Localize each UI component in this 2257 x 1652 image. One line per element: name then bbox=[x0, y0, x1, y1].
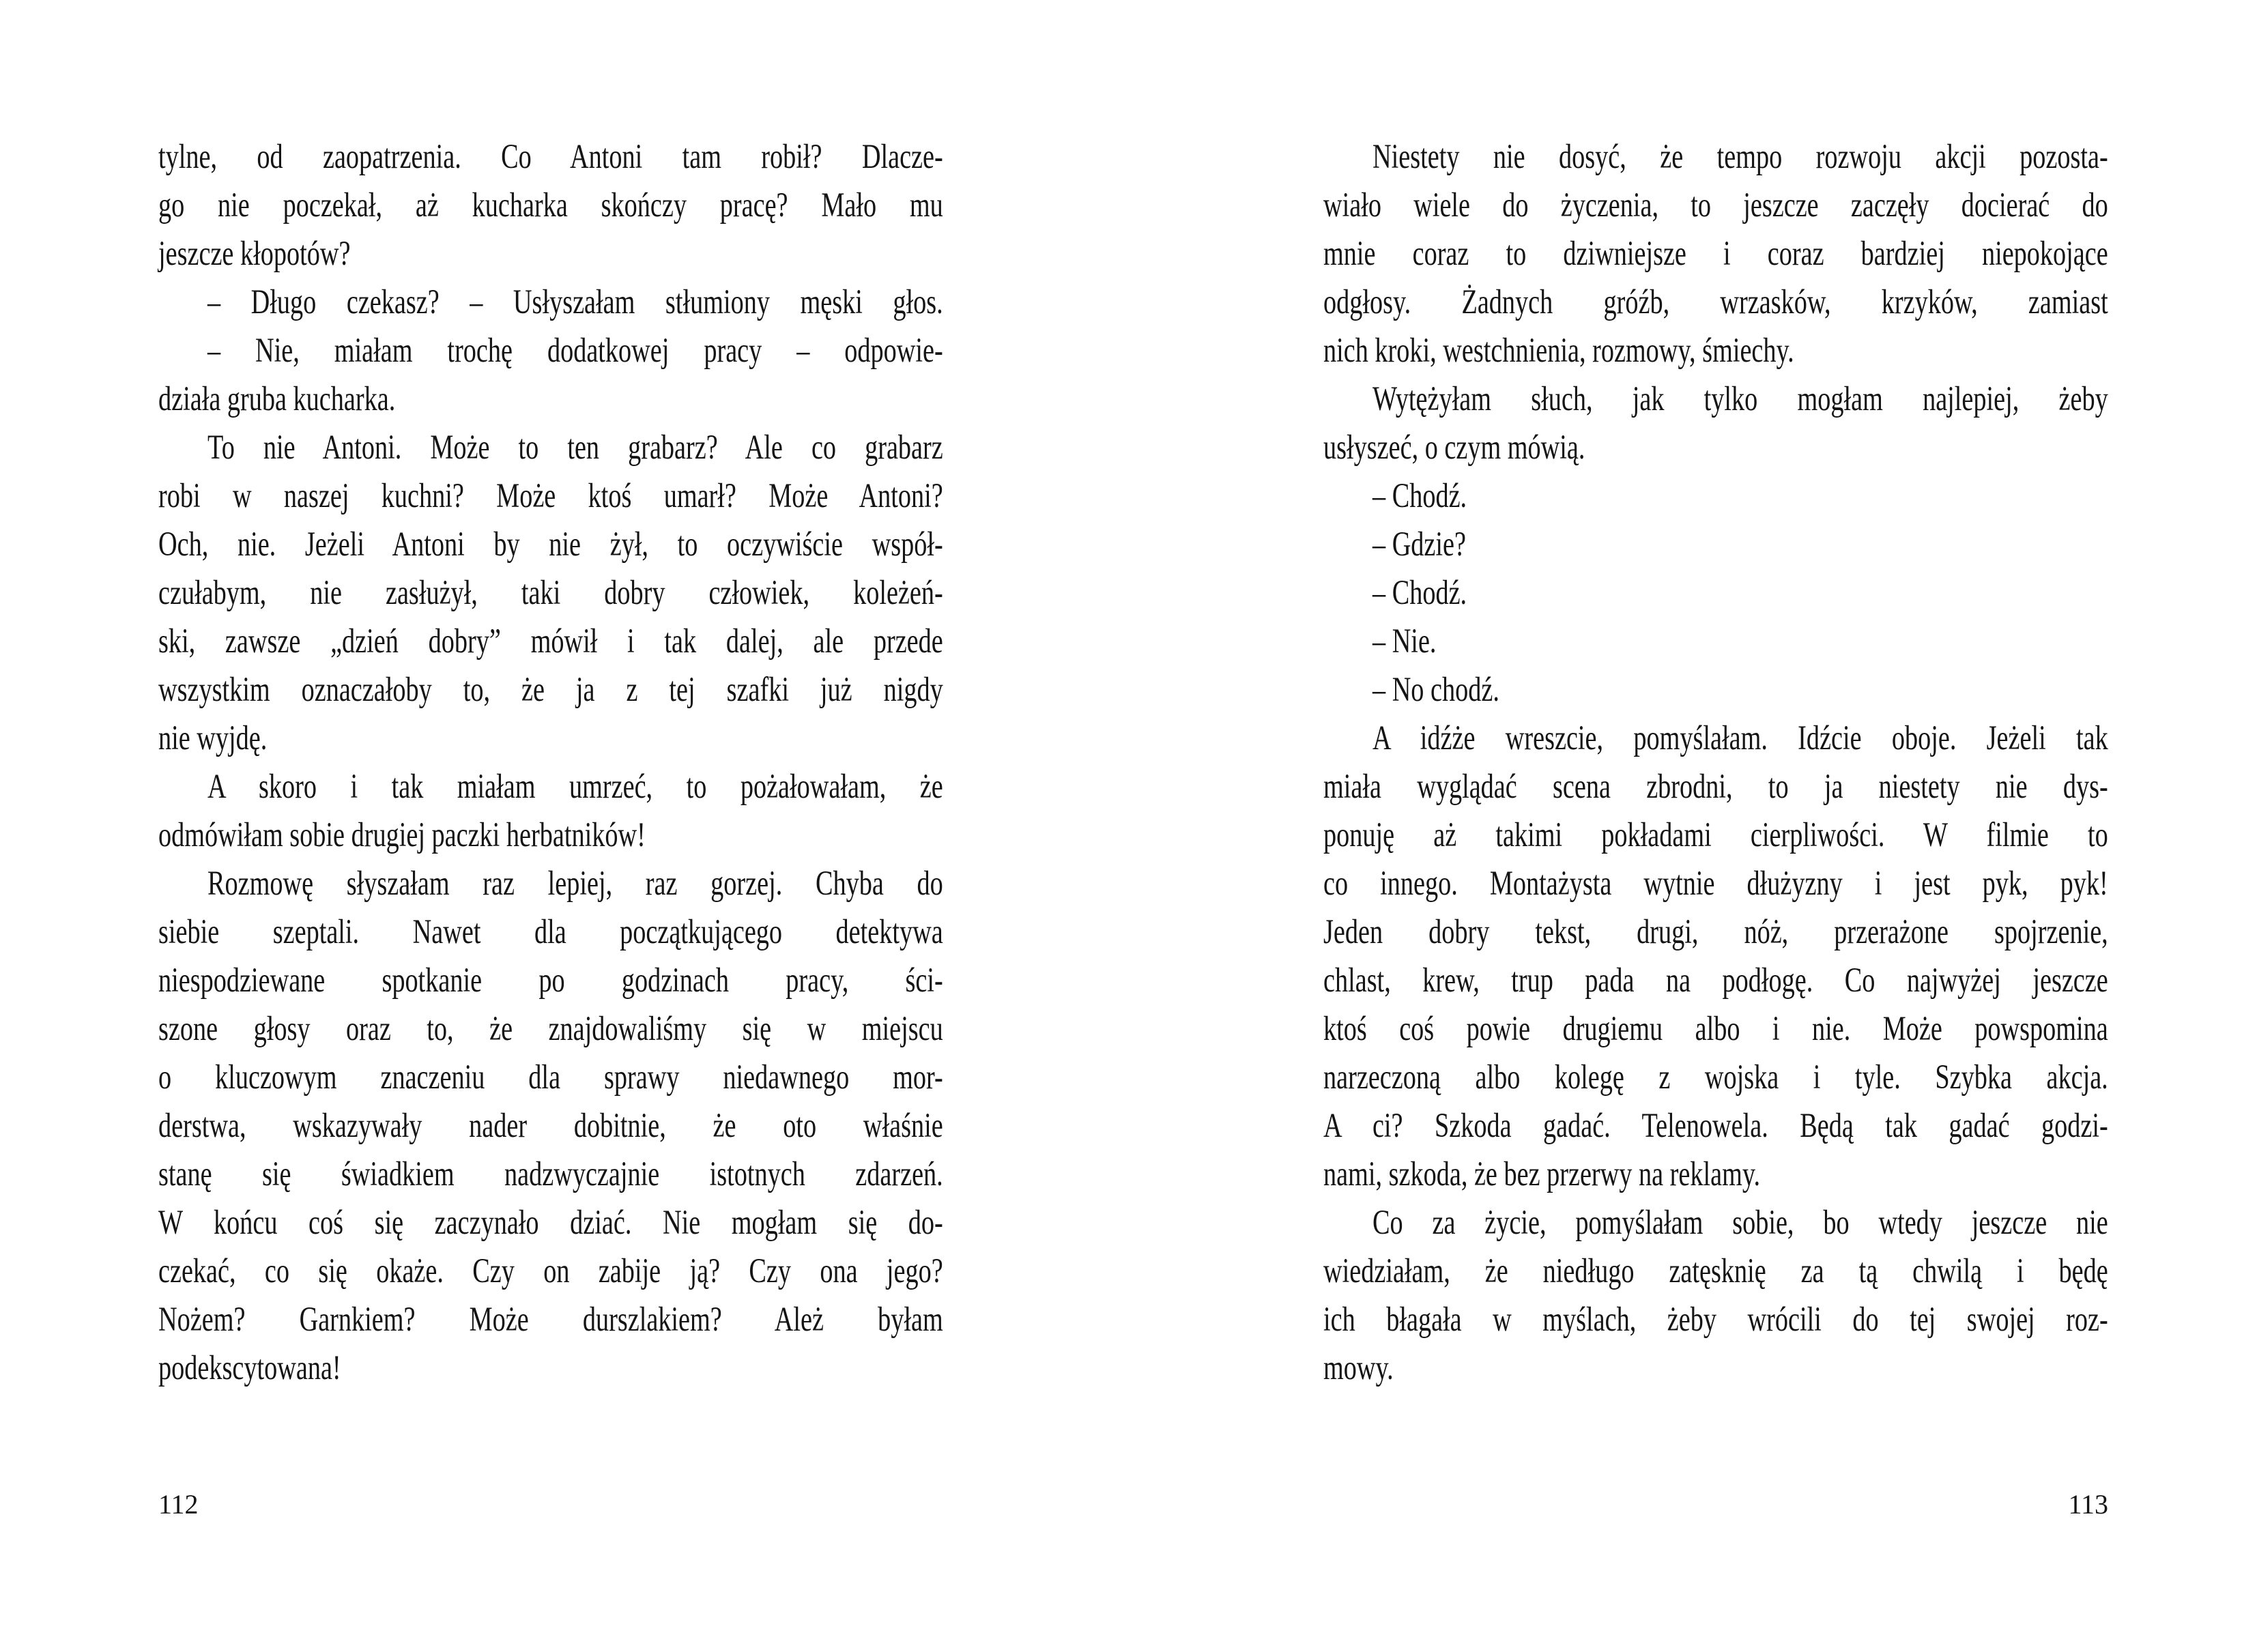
text-line: A idźże wreszcie, pomyślałam. Idźcie oboje. Jeżeli tak bbox=[1372, 719, 2108, 757]
text-line: odmówiłam sobie drugiej paczki herbatników! bbox=[158, 816, 646, 854]
text-line: Och, nie. Jeżeli Antoni by nie żył, to oczywiście współ- bbox=[158, 525, 943, 564]
text-line: miała wyglądać scena zbrodni, to ja niestety nie dys- bbox=[1323, 768, 2108, 806]
text-line: chlast, krew, trup pada na podłogę. Co najwyżej jeszcze bbox=[1323, 961, 2108, 1000]
text-line: usłyszeć, o czym mówią. bbox=[1323, 429, 1585, 467]
text-line: – Chodź. bbox=[1372, 574, 1467, 612]
text-line: ski, zawsze „dzień dobry” mówił i tak dalej, ale przede bbox=[158, 622, 943, 661]
text-line: nie wyjdę. bbox=[158, 719, 268, 757]
text-line: A ci? Szkoda gadać. Telenowela. Będą tak gadać godzi- bbox=[1323, 1107, 2108, 1145]
text-line: o kluczowym znaczeniu dla sprawy niedawnego mor- bbox=[158, 1058, 943, 1097]
text-line: – Chodź. bbox=[1372, 477, 1467, 515]
text-line: tylne, od zaopatrzenia. Co Antoni tam robił? Dlacze- bbox=[158, 138, 943, 176]
text-line: go nie poczekał, aż kucharka skończy pracę? Mało mu bbox=[158, 186, 943, 224]
text-line: – Długo czekasz? – Usłyszałam stłumiony męski głos. bbox=[207, 283, 943, 321]
right-page-text bbox=[1323, 133, 2108, 1393]
text-line: odgłosy. Żadnych gróźb, wrzasków, krzyków, zamiast bbox=[1323, 283, 2108, 321]
text-line: – Gdzie? bbox=[1372, 525, 1467, 564]
text-line: siebie szeptali. Nawet dla początkującego detektywa bbox=[158, 913, 943, 951]
text-line: mnie coraz to dziwniejsze i coraz bardziej niepokojące bbox=[1323, 235, 2108, 273]
text-line: ktoś coś powie drugiemu albo i nie. Może powspomina bbox=[1323, 1010, 2108, 1048]
page-number-left: 112 bbox=[158, 1489, 199, 1520]
text-line: jeszcze kłopotów? bbox=[158, 235, 351, 273]
text-line: wiało wiele do życzenia, to jeszcze zaczęły docierać do bbox=[1323, 186, 2108, 224]
text-line: czekać, co się okaże. Czy on zabije ją? Czy ona jego? bbox=[158, 1252, 943, 1290]
text-line: – Nie. bbox=[1372, 622, 1437, 661]
text-line: To nie Antoni. Może to ten grabarz? Ale co grabarz bbox=[207, 429, 943, 467]
text-line: stanę się świadkiem nadzwyczajnie istotnych zdarzeń. bbox=[158, 1155, 943, 1193]
text-line: derstwa, wskazywały nader dobitnie, że oto właśnie bbox=[158, 1107, 943, 1145]
text-line: W końcu coś się zaczynało dziać. Nie mogłam się do- bbox=[158, 1204, 943, 1242]
text-line: czułabym, nie zasłużył, taki dobry człowiek, koleżeń- bbox=[158, 574, 943, 612]
text-line: Rozmowę słyszałam raz lepiej, raz gorzej. Chyba do bbox=[207, 865, 943, 903]
text-line: Nożem? Garnkiem? Może durszlakiem? Ależ byłam bbox=[158, 1301, 943, 1339]
page-number-right: 113 bbox=[2068, 1489, 2108, 1520]
text-line: ich błagała w myślach, żeby wrócili do tej swojej roz- bbox=[1323, 1301, 2108, 1339]
text-line: wiedziałam, że niedługo zatęsknię za tą chwilą i będę bbox=[1323, 1252, 2108, 1290]
text-line: narzeczoną albo kolegę z wojska i tyle. Szybka akcja. bbox=[1323, 1058, 2108, 1097]
text-line: Jeden dobry tekst, drugi, nóż, przerażone spojrzenie, bbox=[1323, 913, 2108, 951]
text-line: co innego. Montażysta wytnie dłużyzny i jest pyk, pyk! bbox=[1323, 865, 2108, 903]
text-line: niespodziewane spotkanie po godzinach pracy, ści- bbox=[158, 961, 943, 1000]
text-line: wszystkim oznaczałoby to, że ja z tej szafki już nigdy bbox=[158, 671, 943, 709]
text-line: nami, szkoda, że bez przerwy na reklamy. bbox=[1323, 1155, 1761, 1193]
text-line: działa gruba kucharka. bbox=[158, 380, 396, 418]
text-line: – Nie, miałam trochę dodatkowej pracy – odpowie- bbox=[207, 332, 943, 370]
text-line: podekscytowana! bbox=[158, 1349, 341, 1387]
text-line: A skoro i tak miałam umrzeć, to pożałowałam, że bbox=[207, 768, 943, 806]
text-line: mowy. bbox=[1323, 1349, 1394, 1387]
text-line: Co za życie, pomyślałam sobie, bo wtedy jeszcze nie bbox=[1372, 1204, 2108, 1242]
text-line: Niestety nie dosyć, że tempo rozwoju akcji pozosta- bbox=[1372, 138, 2108, 176]
text-line: Wytężyłam słuch, jak tylko mogłam najlepiej, żeby bbox=[1372, 380, 2108, 418]
text-line: robi w naszej kuchni? Może ktoś umarł? Może Antoni? bbox=[158, 477, 943, 515]
text-line: ponuję aż takimi pokładami cierpliwości. W filmie to bbox=[1323, 816, 2108, 854]
text-line: – No chodź. bbox=[1372, 671, 1499, 709]
left-page-text bbox=[158, 133, 943, 1393]
text-line: nich kroki, westchnienia, rozmowy, śmiechy. bbox=[1323, 332, 1794, 370]
text-line: szone głosy oraz to, że znajdowaliśmy się w miejscu bbox=[158, 1010, 943, 1048]
